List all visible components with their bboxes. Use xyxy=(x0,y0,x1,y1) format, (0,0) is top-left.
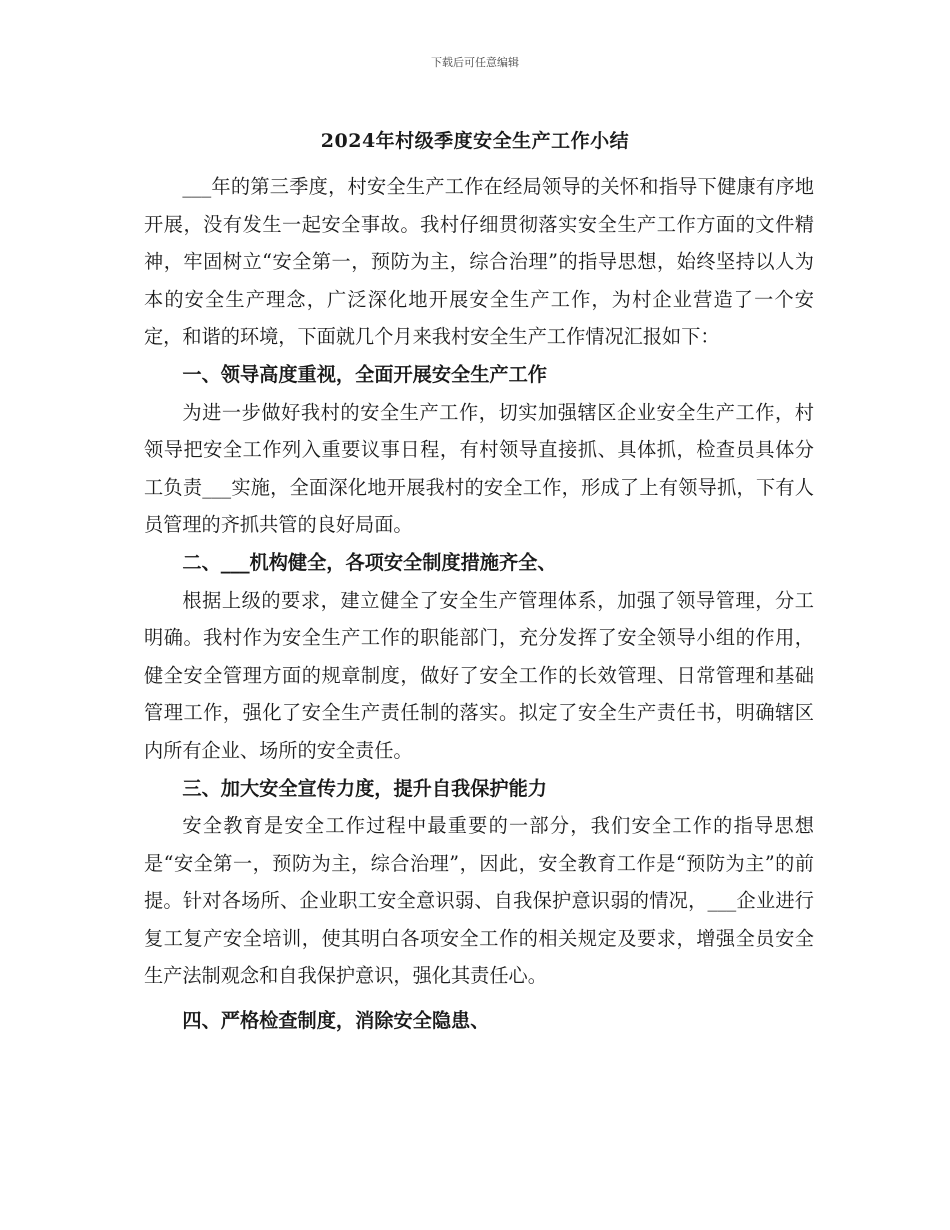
section-paragraph-2: 根据上级的要求，建立健全了安全生产管理体系，加强了领导管理，分工明确。我村作为安全生产工作的职能部门，充分发挥了安全领导小组的作用，健全安全管理方面的规章制度，做好了安全工作的长效管理、日常管理和基础管理工作，强化了安全生产责任制的落实。拟定了安全生产责任书，明确辖区内所有企业、场所的安全责任。 xyxy=(144,588,814,762)
section-heading-3: 三、加大安全宣传力度，提升自我保护能力 xyxy=(182,776,547,800)
document-title: 2024年村级季度安全生产工作小结 xyxy=(320,130,630,152)
document-body xyxy=(144,168,814,1040)
section-paragraph-3: 安全教育是安全工作过程中最重要的一部分，我们安全工作的指导思想是“安全第一，预防为主，综合治理”，因此，安全教育工作是“预防为主”的前提。针对各场所、企业职工安全意识弱、自我保护意识弱的情况，___企业进行复工复产安全培训，使其明白各项安全工作的相关规定及要求，增强全员安全生产法制观念和自我保护意识，强化其责任心。 xyxy=(144,814,814,988)
section-heading-4: 四、严格检查制度，消除安全隐患、 xyxy=(182,1009,490,1033)
section-heading-2: 二、___机构健全，各项安全制度措施齐全、 xyxy=(182,550,557,574)
header-note: 下载后可任意编辑 xyxy=(431,56,519,69)
intro-paragraph: ___年的第三季度，村安全生产工作在经局领导的关怀和指导下健康有序地开展，没有发生一起安全事故。我村仔细贯彻落实安全生产工作方面的文件精神，牢固树立“安全第一，预防为主，综合治理”的指导思想，始终坚持以人为本的安全生产理念，广泛深化地开展安全生产工作，为村企业营造了一个安定，和谐的环境，下面就几个月来我村安全生产工作情况汇报如下： xyxy=(144,175,814,349)
section-heading-1: 一、领导高度重视，全面开展安全生产工作 xyxy=(182,362,547,386)
section-paragraph-1: 为进一步做好我村的安全生产工作，切实加强辖区企业安全生产工作，村领导把安全工作列入重要议事日程，有村领导直接抓、具体抓，检查员具体分工负责___实施，全面深化地开展我村的安全工作，形成了上有领导抓，下有人员管理的齐抓共管的良好局面。 xyxy=(144,400,814,537)
